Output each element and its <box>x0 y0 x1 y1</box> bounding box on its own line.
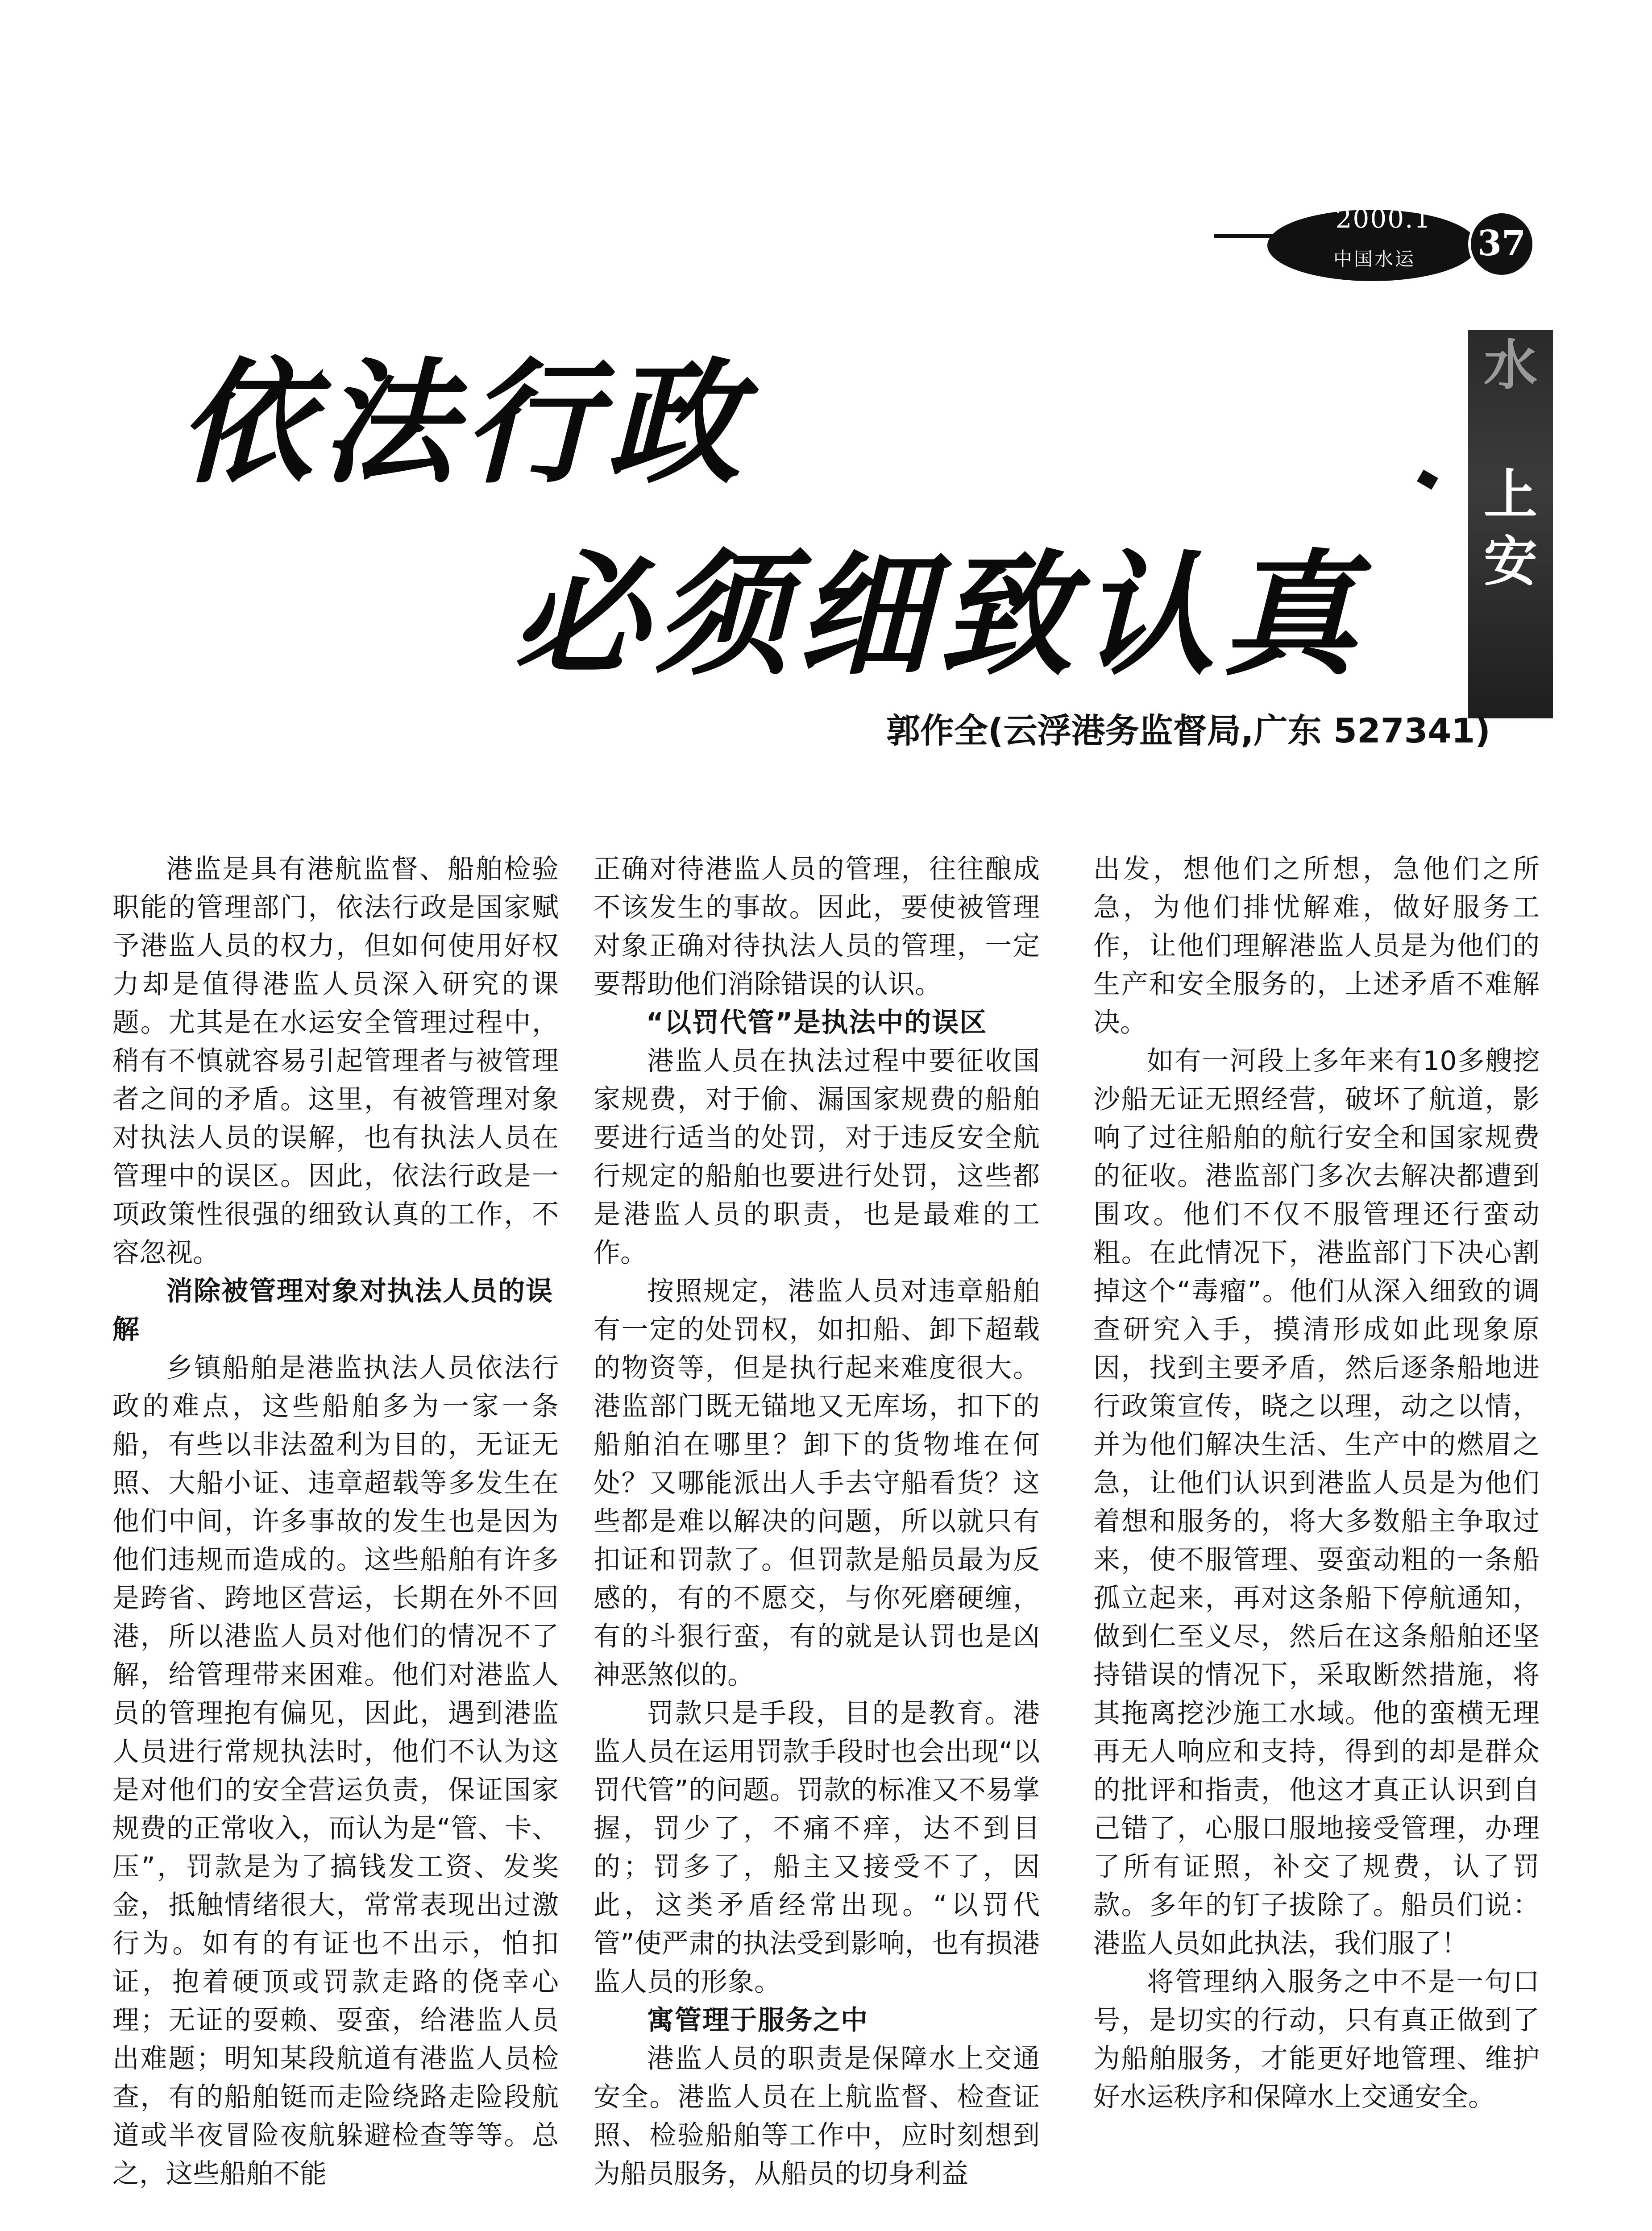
section-label-char-3: 安 <box>1484 531 1537 593</box>
paragraph: 出发，想他们之所想，急他们之所急，为他们排忧解难，做好服务工作，让他们理解港监人员是为他们的生产和安全服务的，上述矛盾不难解决。 <box>1093 854 1540 1038</box>
section-label-char-2: 上 <box>1484 464 1537 526</box>
section-heading: “以罚代管”是执法中的误区 <box>646 1007 988 1038</box>
paragraph: 按照规定，港监人员对违章船舶有一定的处罚权，如扣船、卸下超载的物资等，但是执行起来难度很大。港监部门既无锚地又无库场，扣下的船舶泊在哪里？卸下的货物堆在何处？又哪能派出人手去守船看货？这些都是难以解决的问题，所以就只有扣证和罚款了。但罚款是船员最为反感的，有的不愿交，与你死磨硬缠，有的斗狠行蛮，有的就是认罚也是凶神恶煞似的。 <box>594 1276 1040 1691</box>
journal-name: 中国水运 <box>1333 248 1415 270</box>
body-column-1 <box>112 850 559 2193</box>
title-line-2: 必须细致认真 <box>513 538 1365 693</box>
paragraph: 正确对待港监人员的管理，往往酿成不该发生的事故。因此，要使被管理对象正确对待执法人员的管理，一定要帮助他们消除错误的认识。 <box>594 854 1040 1000</box>
page-number: 37 <box>1477 223 1526 264</box>
section-heading: 寓管理于服务之中 <box>647 2005 868 2036</box>
paragraph: 港监人员的职责是保障水上交通安全。港监人员在上航监督、检查证照、检验船舶等工作中，应时刻想到为船员服务，从船员的切身利益 <box>594 2043 1040 2190</box>
paragraph: 港监是具有港航监督、船舶检验职能的管理部门，依法行政是国家赋予港监人员的权力，但如何使用好权力却是值得港监人员深入研究的课题。尤其是在水运安全管理过程中，稍有不慎就容易引起管理者与被管理者之间的矛盾。这里，有被管理对象对执法人员的误解，也有执法人员在管理中的误区。因此，依法行政是一项政策性很强的细致认真的工作，不容忽视。 <box>112 854 559 1269</box>
paragraph: 罚款只是手段，目的是教育。港监人员在运用罚款手段时也会出现“以罚代管”的问题。罚款的标准又不易掌握，罚少了，不痛不痒，达不到目的；罚多了，船主又接受不了，因此，这类矛盾经常出现。“以罚代管”使严肃的执法受到影响，也有损港监人员的形象。 <box>594 1698 1040 1998</box>
paragraph: 如有一河段上多年来有10多艘挖沙船无证无照经营，破坏了航道，影响了过往船舶的航行安全和国家规费的征收。港监部门多次去解决都遭到围攻。他们不仅不服管理还行蛮动粗。在此情况下，港监部门下决心割掉这个“毒瘤”。他们从深入细致的调查研究入手，摸清形成如此现象原因，找到主要矛盾，然后逐条船地进行政策宣传，晓之以理，动之以情，并为他们解决生活、生产中的燃眉之急，让他们认识到港监人员是为他们着想和服务的，将大多数船主争取过来，使不服管理、耍蛮动粗的一条船孤立起来，再对这条船下停航通知，做到仁至义尽，然后在这条船舶还坚持错误的情况下，采取断然措施，将其拖离挖沙施工水域。他的蛮横无理再无人响应和支持，得到的却是群众的批评和指责，他这才真正认识到自己错了，心服口服地接受管理，办理了所有证照，补交了规费，认了罚款。多年的钉子拔除了。船员们说：港监人员如此执法，我们服了！ <box>1093 1045 1540 1959</box>
author-byline: 郭作全(云浮港务监督局,广东 527341) <box>886 711 1490 751</box>
section-heading: 消除被管理对象对执法人员的误解 <box>112 1276 553 1345</box>
body-column-3 <box>1093 850 1540 2116</box>
paragraph: 乡镇船舶是港监执法人员依法行政的难点，这些船舶多为一家一条船，有些以非法盈利为目的，无证无照、大船小证、违章超载等多发生在他们中间，许多事故的发生也是因为他们违规而造成的。这些船舶有许多是跨省、跨地区营运，长期在外不回港，所以港监人员对他们的情况不了解，给管理带来困难。他们对港监人员的管理抱有偏见，因此，遇到港监人员进行常规执法时，他们不认为这是对他们的安全营运负责，保证国家规费的正常收入，而认为是“管、卡、压”，罚款是为了搞钱发工资、发奖金，抵触情绪很大，常常表现出过激行为。如有的有证也不出示，怕扣证，抱着硬顶或罚款走路的侥幸心理；无证的耍赖、耍蛮，给港监人员出难题；明知某段航道有港监人员检查，有的船舶铤而走险绕路走险段航道或半夜冒险夜航躲避检查等等。总之，这些船舶不能 <box>112 1352 559 2190</box>
section-label-char-1: 水 <box>1484 335 1537 397</box>
issue-label: 2000.1 <box>1335 203 1432 234</box>
paragraph: 港监人员在执法过程中要征收国家规费，对于偷、漏国家规费的船舶要进行适当的处罚，对于违反安全航行规定的船舶也要进行处罚，这些都是港监人员的职责，也是最难的工作。 <box>594 1045 1040 1269</box>
title-line-1: 依法行政 <box>178 346 750 502</box>
paragraph: 将管理纳入服务之中不是一句口号，是切实的行动，只有真正做到了为船舶服务，才能更好地管理、维护好水运秩序和保障水上交通安全。 <box>1093 1966 1540 2113</box>
title-dot-mark <box>1417 470 1438 490</box>
body-column-2 <box>594 850 1040 2193</box>
